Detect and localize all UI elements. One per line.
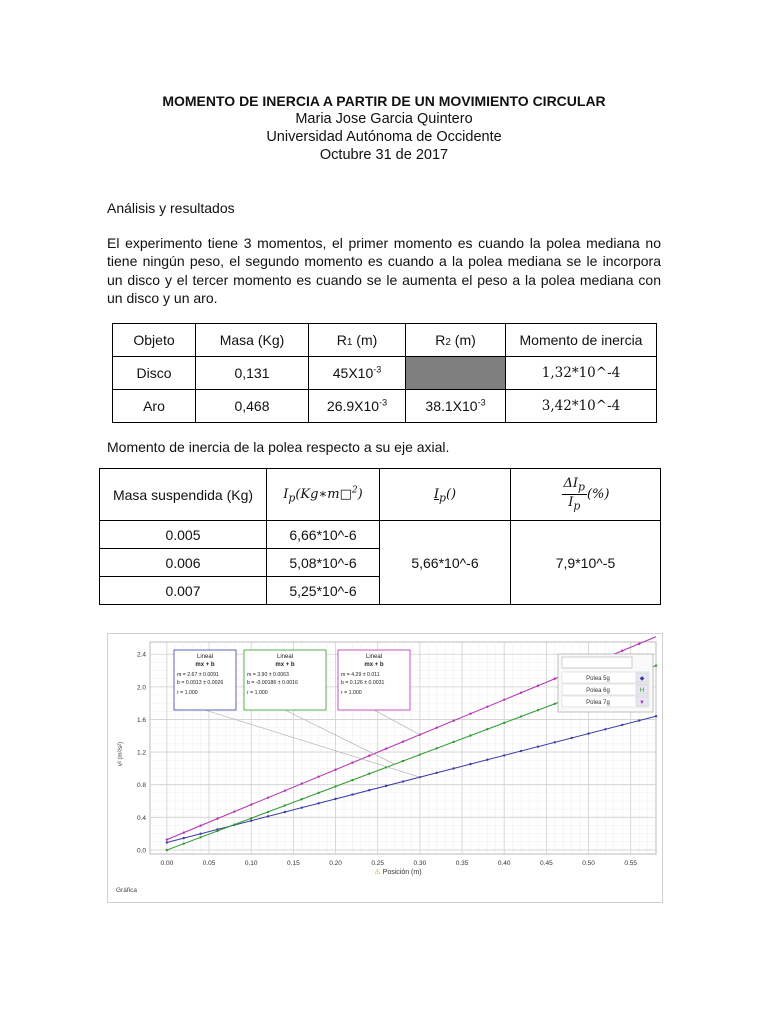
cell-ip-average: 5,66*10^-6 [380, 521, 511, 605]
series-point [402, 780, 404, 782]
university-name: Universidad Autónoma de Occidente [266, 129, 502, 145]
series-point [469, 734, 471, 736]
cell-ip: 5,25*10^-6 [267, 577, 380, 605]
table-row [100, 521, 661, 549]
series-point [166, 849, 168, 851]
series-point [267, 796, 269, 798]
y-tick-label: 1.2 [136, 749, 146, 757]
series-point [520, 715, 522, 717]
legend-label: Polea 7g [586, 700, 610, 706]
header-masa-suspendida: Masa suspendida (Kg) [100, 469, 267, 521]
series-point [199, 833, 201, 835]
fit-text: m = 2.67 ± 0.0091 [177, 672, 219, 678]
cell-r2-empty [406, 357, 506, 390]
y-tick-label: 0.8 [136, 782, 146, 790]
y-tick-label: 1.6 [136, 716, 146, 724]
cell-masa: 0.006 [100, 549, 267, 577]
series-point [452, 767, 454, 769]
header-relative-error: $\frac{\Delta I_p}{I_p}$ (%) [511, 469, 661, 521]
series-point [284, 789, 286, 791]
x-tick-label: 0.40 [497, 860, 511, 867]
table-row [113, 390, 657, 423]
series-point [284, 804, 286, 806]
header-ip: $I_p(Kg∗m□^2)$ [267, 469, 380, 521]
document-title: MOMENTO DE INERCIA A PARTIR DE UN MOVIMIENTO CIRCULAR [162, 93, 606, 109]
series-point [419, 753, 421, 755]
series-point [301, 782, 303, 784]
x-tick-label: 0.15 [287, 860, 300, 867]
series-point [486, 728, 488, 730]
series-point [166, 841, 168, 843]
series-point [166, 838, 168, 840]
cell-masa: 0,468 [196, 390, 309, 423]
cell-ip: 6,66*10^-6 [267, 521, 380, 549]
fit-text: b = 0.126 ± 0.0031 [341, 680, 385, 686]
fit-text: r = 1.000 [177, 690, 198, 696]
x-tick-label: 0.30 [413, 860, 427, 867]
legend-input [562, 657, 632, 668]
series-point [436, 727, 438, 729]
legend-marker: ◆ [639, 676, 645, 682]
series-point [317, 775, 319, 777]
intro-paragraph: El experimento tiene 3 momentos, el primer momento es cuando la polea mediana no tiene ningún peso, el segundo momento es cuando a la polea mediana se le incorpora un disco y el tercer momento es cuando se le aumenta el peso a la polea mediana con un disco y un aro. [107, 235, 661, 306]
document-date: Octubre 31 de 2017 [319, 147, 449, 163]
x-tick-label: 0.45 [540, 860, 553, 867]
y-tick-label: 0.4 [136, 814, 146, 822]
series-point [570, 737, 572, 739]
table-header-row [113, 324, 657, 357]
series-point [267, 811, 269, 813]
series-point [317, 792, 319, 794]
series-point [250, 803, 252, 805]
series-point [301, 806, 303, 808]
series-point [587, 732, 589, 734]
y-tick-label: 0.0 [136, 847, 146, 855]
fit-text: mx + b [195, 662, 215, 668]
header-r2: R2 (m) [406, 324, 506, 357]
series-point [183, 831, 185, 833]
document-header [0, 92, 768, 164]
x-tick-label: 0.00 [160, 860, 174, 867]
series-point [385, 785, 387, 787]
series-point [537, 745, 539, 747]
x-tick-label: 0.20 [329, 860, 342, 867]
cell-r1: $26.9X10^{-3}$ [309, 390, 406, 423]
cell-momento: 1,32*10^-4 [506, 357, 657, 390]
cell-masa: 0,131 [196, 357, 309, 390]
series-point [537, 709, 539, 711]
chart-footer: Gráfica [116, 887, 137, 894]
header-r1: R1 (m) [309, 324, 406, 357]
series-point [267, 815, 269, 817]
header-objeto: Objeto [113, 324, 196, 357]
series-point [452, 741, 454, 743]
series-point [368, 773, 370, 775]
cell-momento: 3,42*10^-4 [506, 390, 657, 423]
cell-ip: 5,08*10^-6 [267, 549, 380, 577]
velocity-position-chart [108, 634, 662, 902]
cell-objeto: Aro [113, 390, 196, 423]
x-tick-label: 0.25 [371, 860, 385, 867]
series-point [520, 692, 522, 694]
legend-label: Polea 6g [586, 688, 610, 694]
header-momento: Momento de inercia [506, 324, 657, 357]
series-point [250, 817, 252, 819]
series-point [250, 820, 252, 822]
y-axis-label: v² (m²/s²) [118, 741, 124, 767]
x-tick-label: 0.50 [582, 860, 595, 867]
series-point [216, 817, 218, 819]
series-point [604, 728, 606, 730]
cell-masa: 0.007 [100, 577, 267, 605]
cell-r2: $38.1X10^{-3}$ [406, 390, 506, 423]
series-point [554, 703, 556, 705]
header-masa: Masa (Kg) [196, 324, 309, 357]
objects-table [112, 323, 657, 423]
fit-text: mx + b [364, 662, 384, 668]
table-row [113, 357, 657, 390]
series-point [351, 779, 353, 781]
series-point [301, 798, 303, 800]
series-point [503, 699, 505, 701]
fit-text: b = 0.0913 ± 0.0026 [177, 680, 224, 686]
x-tick-label: 0.35 [455, 860, 469, 867]
series-point [452, 720, 454, 722]
x-tick-label: 0.10 [244, 860, 258, 867]
series-point [233, 810, 235, 812]
inertia-table [99, 468, 661, 605]
series-point [402, 741, 404, 743]
series-point [503, 722, 505, 724]
series-point [469, 713, 471, 715]
series-point [436, 772, 438, 774]
series-point [486, 706, 488, 708]
section-title: Análisis y resultados [107, 200, 235, 216]
graph-figure [107, 633, 663, 903]
series-point [621, 650, 623, 652]
series-point [216, 830, 218, 832]
series-point [284, 811, 286, 813]
series-point [351, 793, 353, 795]
cell-relative-error: 7,9*10^-5 [511, 521, 661, 605]
series-point [334, 768, 336, 770]
series-point [638, 643, 640, 645]
cell-masa: 0.005 [100, 521, 267, 549]
fit-text: Lineal [365, 654, 383, 660]
series-point [385, 748, 387, 750]
series-point [368, 754, 370, 756]
header-ip-average: $I_p()$ [380, 469, 511, 521]
series-point [199, 824, 201, 826]
legend-marker: H [639, 688, 645, 694]
series-point [486, 759, 488, 761]
series-point [317, 802, 319, 804]
series-point [655, 715, 657, 717]
series-point [183, 837, 185, 839]
legend-marker: ▼ [639, 700, 645, 706]
series-point [554, 678, 556, 680]
y-tick-label: 2.4 [136, 651, 146, 659]
table2-caption: Momento de inercia de la polea respecto a su eje axial. [107, 439, 450, 455]
x-tick-label: 0.05 [202, 860, 216, 867]
series-point [503, 754, 505, 756]
fit-text: Lineal [276, 654, 294, 660]
series-point [554, 741, 556, 743]
series-point [233, 823, 235, 825]
series-point [368, 789, 370, 791]
table-header-row [100, 469, 661, 521]
fit-text: m = 3.90 ± 0.0063 [247, 672, 289, 678]
cell-r1: $45X10^{-3}$ [309, 357, 406, 390]
series-point [621, 724, 623, 726]
fit-text: Lineal [196, 654, 214, 660]
fit-text: r = 1.000 [247, 690, 268, 696]
series-point [655, 664, 657, 666]
series-point [199, 836, 201, 838]
fit-text: b = -0.00186 ± 0.0016 [247, 680, 298, 686]
series-point [537, 685, 539, 687]
series-point [183, 843, 185, 845]
x-axis-label: ⚠ Posición (m) [374, 869, 422, 876]
fit-text: m = 4.29 ± 0.011 [341, 672, 380, 678]
cell-objeto: Disco [113, 357, 196, 390]
y-tick-label: 2.0 [136, 684, 146, 692]
series-point [638, 719, 640, 721]
series-point [520, 750, 522, 752]
series-point [436, 747, 438, 749]
series-point [334, 798, 336, 800]
fit-text: r = 1.000 [341, 690, 362, 696]
author-name: Maria Jose Garcia Quintero [295, 111, 473, 127]
x-tick-label: 0.55 [624, 860, 638, 867]
series-point [351, 761, 353, 763]
series-point [402, 760, 404, 762]
chart-legend [558, 654, 653, 712]
series-point [469, 763, 471, 765]
legend-label: Polea 5g [586, 676, 610, 682]
series-point [334, 785, 336, 787]
fit-text: mx + b [275, 662, 295, 668]
